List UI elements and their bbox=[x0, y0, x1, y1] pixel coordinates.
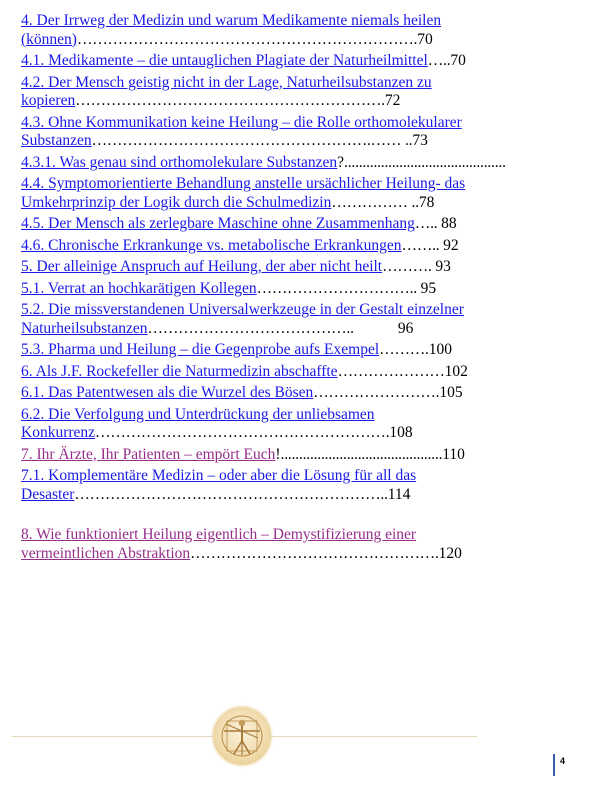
toc-entry bbox=[21, 301, 591, 338]
toc-entry bbox=[21, 341, 591, 360]
toc-link[interactable]: 4.6. Chronische Erkrankunge vs. metabolische Erkrankungen bbox=[21, 236, 402, 254]
toc-link[interactable]: 4.1. Medikamente – die untauglichen Plagiate der Naturheilmittel bbox=[21, 52, 428, 69]
toc-link[interactable]: 4. Der Irrweg der Medizin und warum Medikamente niemals heilen bbox=[21, 12, 442, 29]
toc-link-continuation[interactable]: Umkehrprinzip der Logik durch die Schulmedizin bbox=[21, 193, 332, 211]
toc-link[interactable]: 4.3.1. Was genau sind orthomolekulare Substanzen bbox=[21, 153, 338, 171]
toc-link[interactable]: 7.1. Komplementäre Medizin – oder aber die Lösung für all das bbox=[21, 467, 417, 484]
toc-leader-dots: ….. bbox=[427, 52, 451, 69]
toc-page-number: 120 bbox=[438, 544, 462, 562]
toc-page-number: 114 bbox=[387, 485, 411, 503]
toc-leader-dots: …………… .. bbox=[331, 193, 419, 211]
toc-leader-dots: …………………………………………………. bbox=[95, 424, 390, 441]
toc-link[interactable]: 5.2. Die missverstandenen Universalwerkzeuge in der Gestalt einzelner bbox=[21, 301, 464, 318]
toc-link-continuation[interactable]: Konkurrenz bbox=[21, 424, 96, 441]
toc-entry bbox=[21, 175, 591, 212]
toc-entry bbox=[21, 384, 591, 403]
toc-leader-dots: ............................................ bbox=[280, 445, 443, 463]
toc-link[interactable]: 6.2. Die Verfolgung und Unterdrückung der unliebsamen bbox=[21, 405, 375, 423]
toc-link[interactable]: 4.4. Symptomorientierte Behandlung anstelle ursächlicher Heilung- das bbox=[21, 175, 466, 192]
toc-leader-dots: …………………………………………………….. bbox=[74, 485, 388, 503]
toc-entry bbox=[21, 237, 591, 256]
toc-entry bbox=[21, 406, 591, 443]
toc-entry bbox=[21, 280, 591, 299]
toc-page-number: 110 bbox=[442, 445, 465, 463]
toc-page-number: 92 bbox=[443, 236, 459, 254]
toc-page-number: 100 bbox=[428, 341, 452, 358]
toc-entry bbox=[21, 215, 591, 234]
toc-leader-dots: ……………………. bbox=[313, 384, 440, 401]
toc-leader-dots: ............................................ bbox=[344, 153, 506, 171]
toc-page-number: 96 bbox=[397, 319, 414, 337]
toc-page-number: 88 bbox=[441, 215, 457, 232]
toc-leader-dots: …………………………………………. bbox=[190, 544, 439, 562]
toc-entry bbox=[21, 12, 591, 49]
toc-entry bbox=[21, 467, 591, 504]
toc-link[interactable]: 6.1. Das Patentwesen als die Wurzel des Bösen bbox=[21, 384, 314, 401]
toc-link-continuation[interactable]: Substanzen bbox=[21, 132, 92, 149]
toc-leader-dots: …….. bbox=[401, 236, 444, 254]
toc-link[interactable]: 5. Der alleinige Anspruch auf Heilung, der aber nicht heilt bbox=[21, 258, 383, 275]
toc-link[interactable]: 8. Wie funktioniert Heilung eigentlich – Demystifizierung einer bbox=[21, 526, 417, 543]
toc-link[interactable]: 4.3. Ohne Kommunikation keine Heilung – die Rolle orthomolekularer bbox=[21, 113, 462, 131]
toc-link-continuation[interactable]: vermeintlichen Abstraktion bbox=[21, 544, 191, 562]
table-of-contents bbox=[21, 12, 591, 563]
toc-link-continuation[interactable]: Desaster bbox=[21, 485, 75, 503]
page-number-bar bbox=[553, 754, 555, 776]
toc-link-continuation[interactable]: (können) bbox=[21, 30, 77, 48]
toc-entry bbox=[21, 446, 591, 465]
toc-leader-dots: ……………………………………………………. bbox=[75, 92, 385, 109]
toc-page-number: 108 bbox=[389, 424, 413, 441]
toc-link[interactable]: 5.3. Pharma und Heilung – die Gegenprobe aufs Exempel bbox=[21, 341, 380, 358]
toc-page-number: 70 bbox=[417, 30, 433, 48]
toc-entry bbox=[21, 258, 591, 277]
toc-entry bbox=[21, 74, 591, 111]
toc-entry bbox=[21, 363, 591, 382]
toc-page-number: 102 bbox=[444, 362, 468, 380]
toc-link[interactable]: 4.2. Der Mensch geistig nicht in der Lage, Naturheilsubstanzen zu bbox=[21, 73, 432, 91]
toc-link-continuation[interactable]: kopieren bbox=[21, 92, 76, 109]
toc-entry bbox=[21, 154, 591, 173]
vitruvian-man-icon bbox=[213, 707, 271, 765]
toc-leader-dots: ….. bbox=[414, 215, 442, 232]
toc-leader-dots: ………………………………….. bbox=[147, 319, 398, 337]
toc-link-continuation[interactable]: Naturheilsubstanzen bbox=[21, 319, 148, 337]
toc-leader-dots: ………. bbox=[382, 258, 436, 275]
toc-link[interactable]: 7. Ihr Ärzte, Ihr Patienten – empört Euch bbox=[21, 445, 276, 463]
toc-page-number: 78 bbox=[418, 193, 435, 211]
toc-leader-dots: …………………………………………………………. bbox=[76, 30, 418, 48]
toc-leader-dots: ………………… bbox=[337, 362, 445, 380]
toc-suffix: ! bbox=[275, 445, 281, 463]
page-number: 4 bbox=[560, 756, 566, 766]
toc-entry bbox=[21, 52, 591, 71]
toc-page-number: 70 bbox=[450, 52, 466, 69]
toc-entry bbox=[21, 114, 591, 151]
toc-page-number: 93 bbox=[435, 258, 451, 275]
toc-link[interactable]: 4.5. Der Mensch als zerlegbare Maschine ohne Zusammenhang bbox=[21, 215, 415, 232]
toc-leader-dots: ……………………………………………….…… .. bbox=[91, 132, 413, 149]
toc-leader-dots: ………. bbox=[379, 341, 429, 358]
toc-entry bbox=[21, 526, 591, 563]
toc-page-number: 105 bbox=[439, 384, 463, 401]
toc-suffix: ? bbox=[337, 153, 345, 171]
toc-leader-dots: ………………………….. bbox=[256, 279, 421, 297]
toc-link[interactable]: 6. Als J.F. Rockefeller die Naturmedizin abschaffte bbox=[21, 362, 338, 380]
toc-page-number: 73 bbox=[412, 132, 428, 149]
toc-link[interactable]: 5.1. Verrat an hochkarätigen Kollegen bbox=[21, 279, 257, 297]
toc-page-number: 95 bbox=[420, 279, 437, 297]
toc-page-number: 72 bbox=[384, 92, 401, 109]
